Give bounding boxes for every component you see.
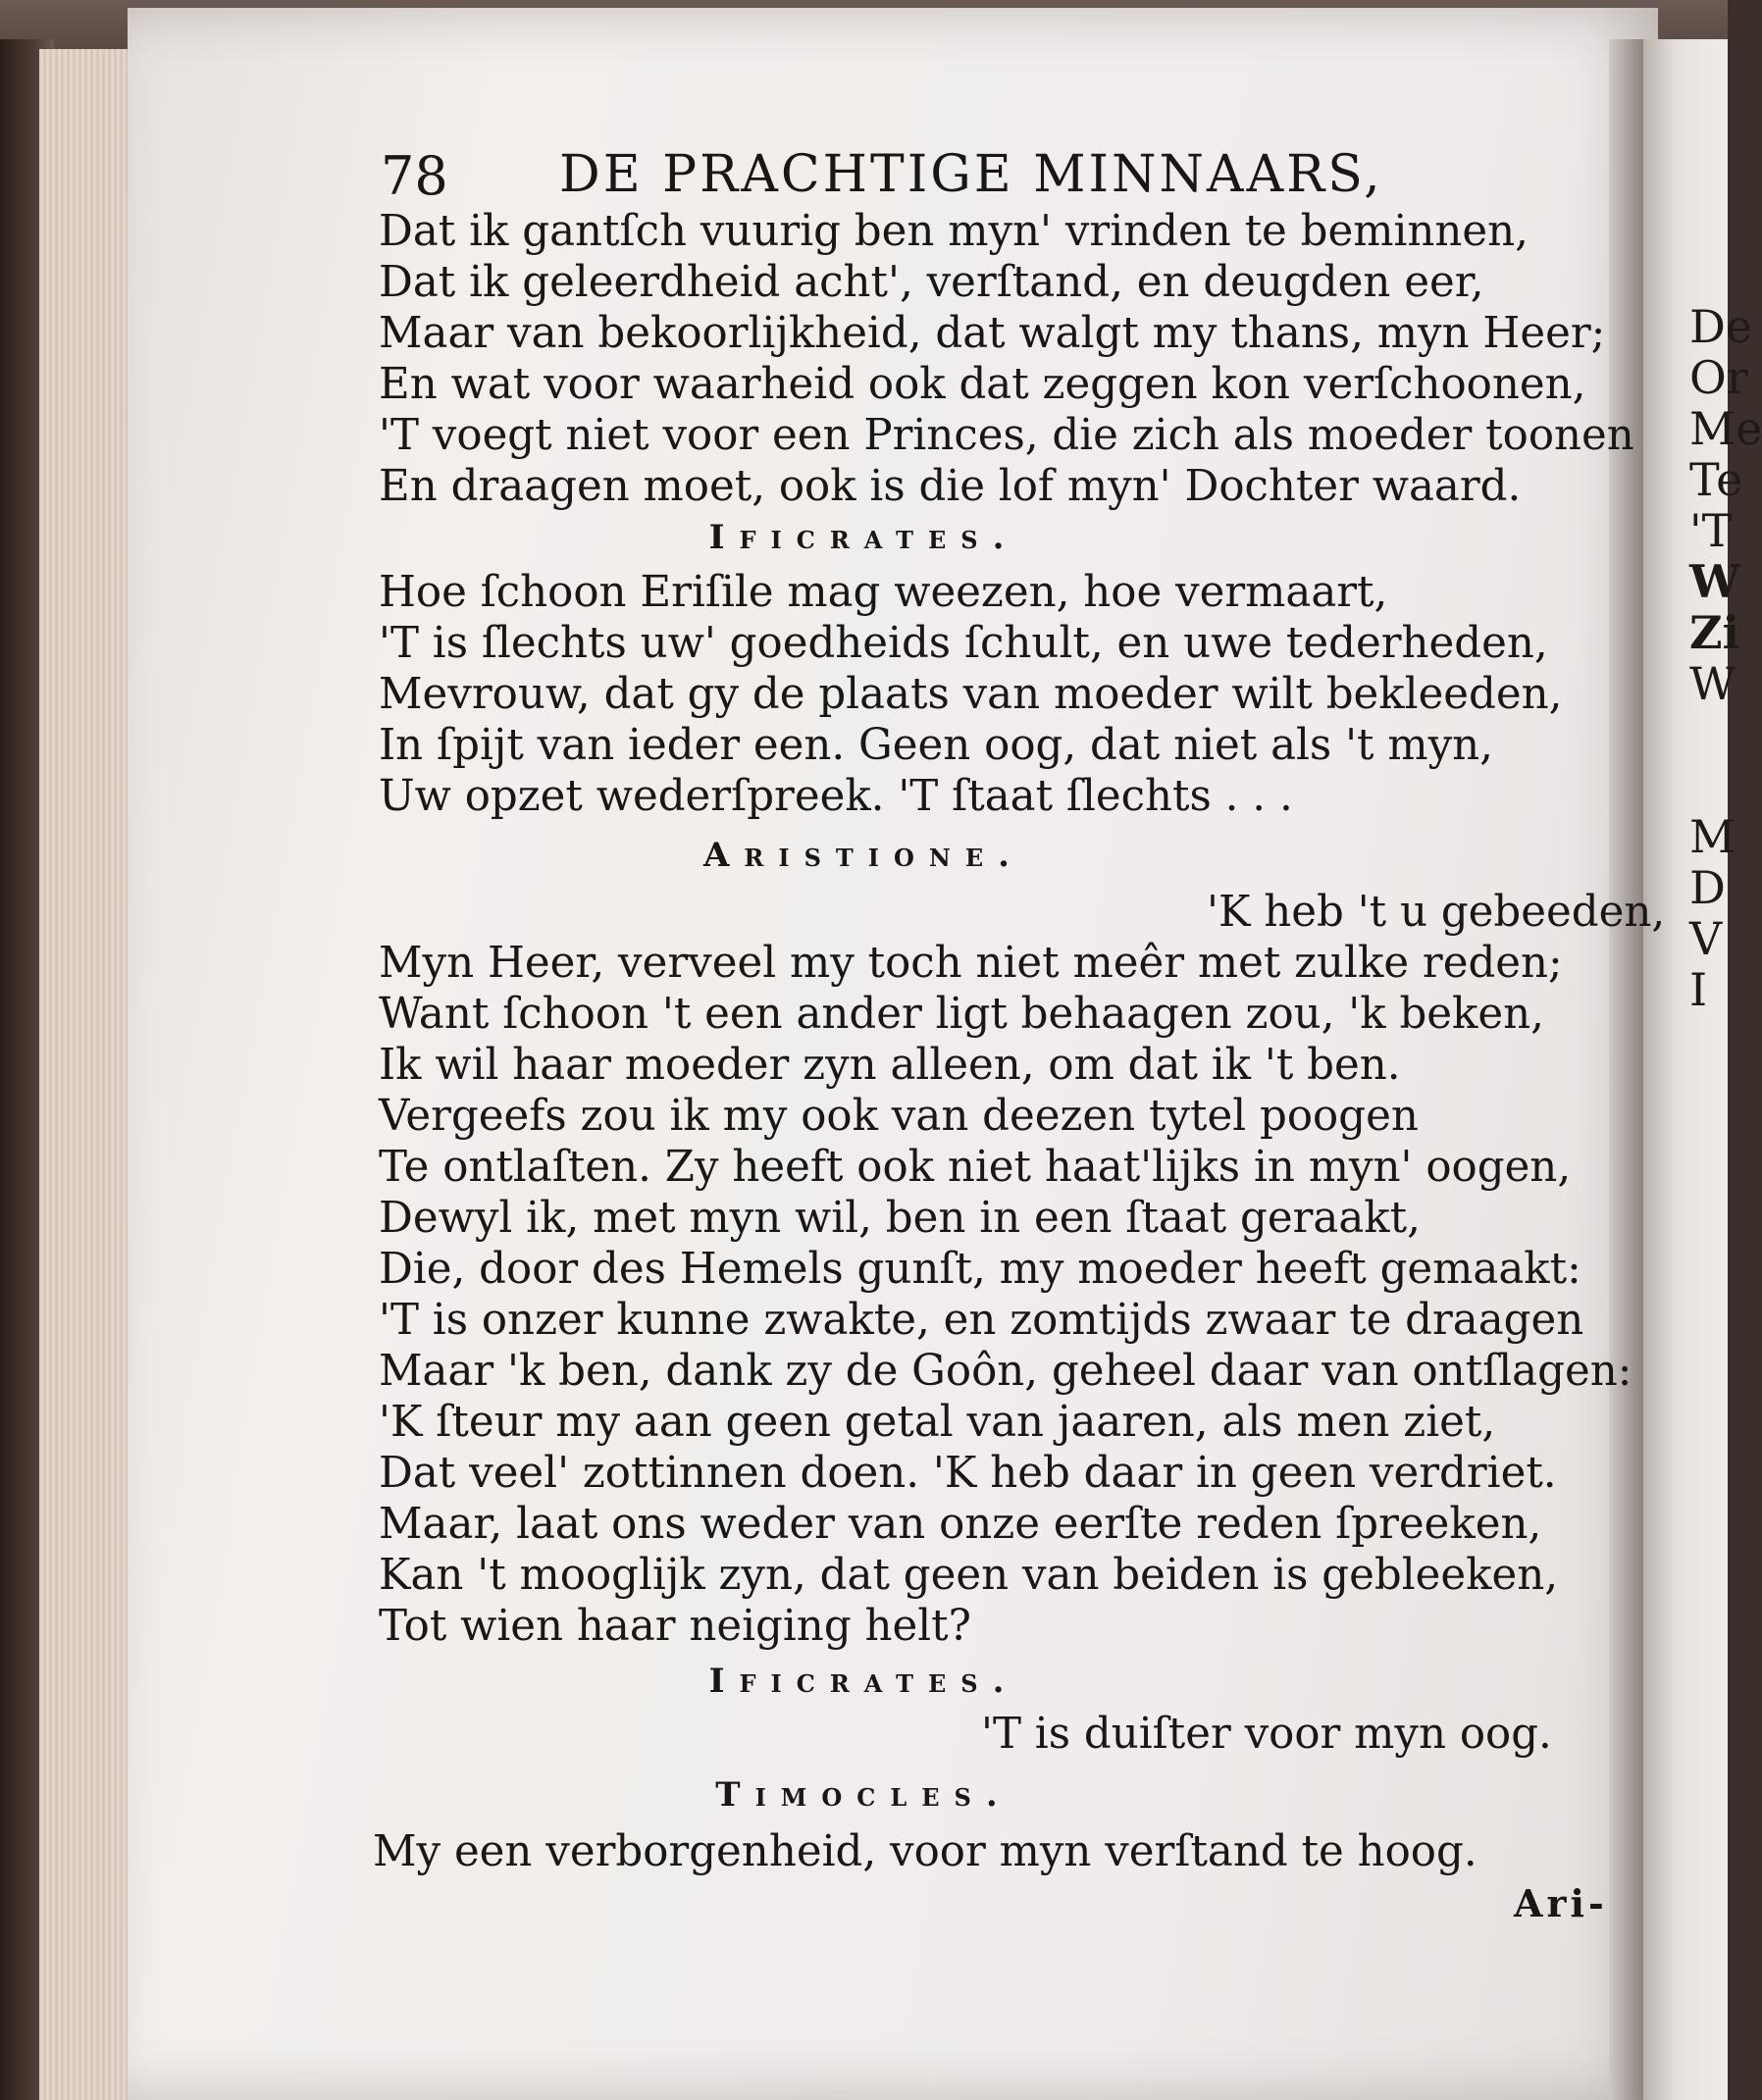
page-number: 78 (381, 145, 448, 207)
page-header (381, 145, 1421, 214)
verse-line: Dewyl ik, met myn wil, ben in een ſtaat geraakt, (379, 1194, 1421, 1243)
verse-line: Dat veel' zottinnen doen. 'K heb daar in geen verdriet. (379, 1449, 1557, 1498)
speaker-name: Aristione. (703, 836, 1024, 875)
facing-page-line: I (1689, 963, 1708, 1016)
verse-line: Tot wien haar neiging helt? (379, 1602, 971, 1651)
verse-line: Want ſchoon 't een ander ligt behaagen zou, 'k beken, (379, 990, 1544, 1039)
verse-line: 'T is ſlechts uw' goedheids ſchult, en uwe tederheden, (379, 619, 1548, 668)
verse-line: Hoe ſchoon Eriſile mag weezen, hoe vermaart, (379, 568, 1388, 617)
facing-page-line: W (1689, 657, 1736, 710)
verse-line: Kan 't mooglijk zyn, dat geen van beiden is gebleeken, (379, 1551, 1559, 1600)
verse-line: Myn Heer, verveel my toch niet meêr met zulke reden; (379, 939, 1563, 988)
facing-page-line: Me (1689, 402, 1762, 455)
facing-page-line: Te (1689, 453, 1743, 506)
verse-line: Te ontlaſten. Zy heeft ook niet haat'lijks in myn' oogen, (379, 1143, 1572, 1192)
facing-page-line: W (1689, 555, 1740, 608)
verse-line: En draagen moet, ook is die lof myn' Dochter waard. (379, 462, 1522, 511)
speaker-name: Ificrates. (708, 518, 1019, 557)
verse-line: Die, door des Hemels gunſt, my moeder heeft gemaakt: (379, 1245, 1581, 1294)
facing-page-line: Zi (1689, 606, 1740, 659)
verse-line: 'T is onzer kunne zwakte, en zomtijds zwaar te draagen (379, 1296, 1584, 1345)
verse-line: 'T is duiſter voor myn oog. (981, 1710, 1552, 1759)
verse-line: 'T voegt niet voor een Princes, die zich als moeder toonen (379, 411, 1634, 460)
facing-page-line: D (1689, 861, 1726, 914)
verse-line: Maar van bekoorlijkheid, dat walgt my thans, myn Heer; (379, 309, 1606, 358)
verse-line: My een verborgenheid, voor myn verſtand te hoog. (373, 1827, 1477, 1876)
verse-line: Dat ik gantſch vuurig ben myn' vrinden te beminnen, (379, 207, 1529, 256)
verse-line: Mevrouw, dat gy de plaats van moeder wilt bekleeden, (379, 670, 1563, 719)
verse-line: In ſpijt van ieder een. Geen oog, dat niet als 't myn, (379, 721, 1494, 770)
verse-line: 'K ſteur my aan geen getal van jaaren, als men ziet, (379, 1398, 1496, 1447)
verse-line: Ik wil haar moeder zyn alleen, om dat ik 't ben. (379, 1041, 1401, 1090)
verse-line: Maar 'k ben, dank zy de Goôn, geheel daar van ontſlagen: (379, 1347, 1632, 1396)
running-title: DE PRACHTIGE MINNAARS, (559, 145, 1383, 204)
catchword: Ari- (1514, 1881, 1608, 1925)
facing-page-line: 'T (1689, 504, 1733, 557)
verse-line: Vergeefs zou ik my ook van deezen tytel poogen (379, 1092, 1419, 1141)
facing-page-line: Or (1689, 351, 1748, 404)
facing-page-line: V (1689, 912, 1723, 965)
verse-line: 'K heb 't u gebeeden, (1207, 888, 1666, 937)
facing-page-line: M (1689, 810, 1736, 863)
verse-line: Dat ik geleerdheid acht', verſtand, en deugden eer, (379, 258, 1484, 307)
facing-page-line: De (1689, 300, 1753, 353)
speaker-name: Ificrates. (708, 1662, 1019, 1701)
verse-line: Maar, laat ons weder van onze eerſte reden ſpreeken, (379, 1500, 1542, 1549)
verse-line: Uw opzet wederſpreek. 'T ſtaat ſlechts . . . (379, 772, 1293, 821)
speaker-name: Timocles. (715, 1775, 1012, 1815)
verse-line: En wat voor waarheid ook dat zeggen kon verſchoonen, (379, 360, 1586, 409)
